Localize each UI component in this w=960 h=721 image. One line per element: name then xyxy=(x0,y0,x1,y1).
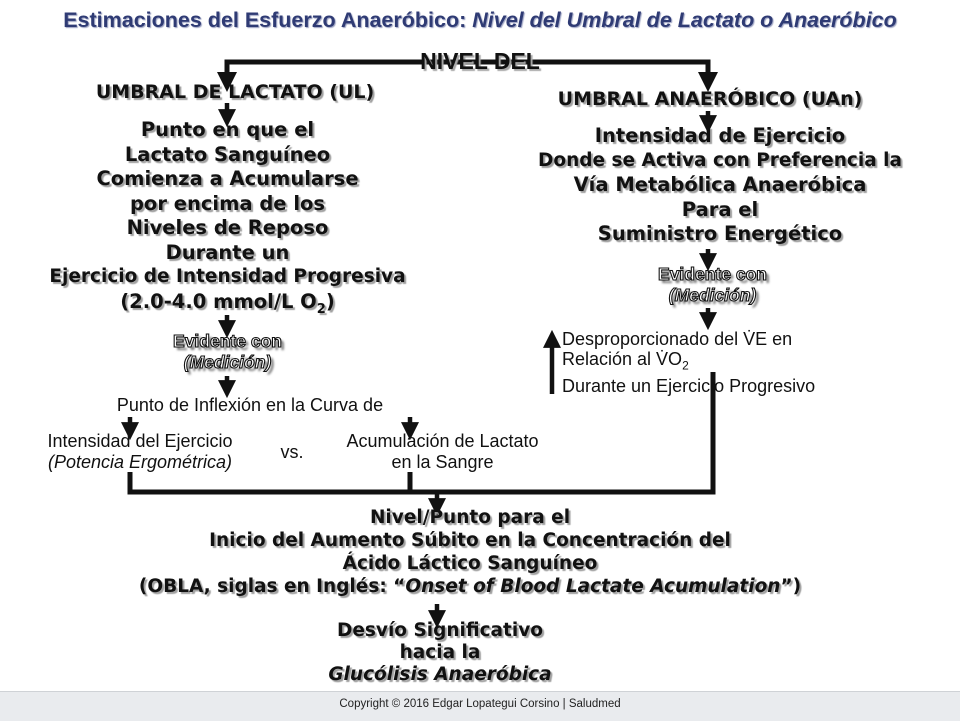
punto-inflexion-text: Punto de Inflexión en la Curva de xyxy=(116,395,384,415)
footer-bar xyxy=(0,691,960,721)
intensidad-ejercicio-text: Intensidad del Ejercicio xyxy=(47,431,233,451)
umbral-lactato-heading: UMBRAL DE LACTATO (UL) xyxy=(95,81,375,103)
lactato-definition-line: Lactato Sanguíneo xyxy=(124,142,331,166)
en-la-sangre-text: en la Sangre xyxy=(391,452,494,472)
obla-line: Inicio del Aumento Súbito en la Concentración del xyxy=(209,530,731,551)
anaerobico-definition-line: Vía Metabólica Anaeróbica xyxy=(573,173,867,196)
obla-english: Onset of Blood Lactate Acumulation xyxy=(405,576,781,597)
right-medicion: (Medición) xyxy=(668,285,757,305)
anaerobico-definition-line: Donde se Activa con Preferencia la xyxy=(538,149,902,171)
lactato-definition-line: por encima de los xyxy=(129,191,326,215)
left-medicion: (Medición) xyxy=(183,352,272,372)
vo2-subscript: 2 xyxy=(682,358,689,373)
desvio-block xyxy=(230,620,650,686)
anaerobico-definition xyxy=(485,124,955,247)
anaerobico-definition-line: Intensidad de Ejercicio xyxy=(594,124,846,147)
lactato-definition-line: Niveles de Reposo xyxy=(126,216,329,239)
umbral-anaerobico-heading: UMBRAL ANAERÓBICO (UAn) xyxy=(557,88,863,110)
left-evidente-con: Evidente con xyxy=(173,331,282,351)
lactato-definition-line: Ejercicio de Intensidad Progresiva xyxy=(49,266,406,287)
desvio-line: hacia la xyxy=(399,642,481,663)
range-suffix: ) xyxy=(325,289,335,313)
anaerobico-definition-line: Para el xyxy=(681,197,759,221)
copyright-text: Copyright © 2016 Edgar Lopategui Corsino | Saludmed xyxy=(339,698,621,710)
vs-label: vs. xyxy=(280,442,304,462)
nivel-del-label: NIVEL DEL xyxy=(420,48,540,74)
potencia-ergometrica-text: (Potencia Ergométrica) xyxy=(47,452,233,472)
obla-prefix: (OBLA, siglas en Inglés: “ xyxy=(138,576,406,597)
ve-line-2 xyxy=(562,349,942,376)
lactato-definition-line: Durante un xyxy=(165,240,290,264)
ve-line-1: Desproporcionado del V̇E en xyxy=(562,329,793,349)
obla-line: Ácido Láctico Sanguíneo xyxy=(342,553,598,574)
lactato-range xyxy=(10,290,445,322)
range-prefix: (2.0-4.0 mmol/L O xyxy=(120,289,317,313)
acumulacion-lactato-text: Acumulación de Lactato xyxy=(346,431,539,451)
page-title-main: Estimaciones del Esfuerzo Anaeróbico: xyxy=(63,8,473,32)
ve-description xyxy=(562,329,942,396)
obla-block xyxy=(0,506,940,598)
lactato-definition-line: Punto en que el xyxy=(140,118,315,141)
ve-line-3: Durante un Ejercicio Progresivo xyxy=(562,375,816,396)
right-evidente-con: Evidente con xyxy=(658,264,767,284)
obla-suffix: ”) xyxy=(780,576,802,597)
desvio-line: Desvío Significativo xyxy=(336,620,543,641)
lactato-definition xyxy=(10,118,445,322)
lactato-definition-line: Comienza a Acumularse xyxy=(96,167,359,190)
page-title-italic: Nivel del Umbral de Lactato o Anaeróbico xyxy=(472,8,897,32)
obla-acronym-line xyxy=(0,575,940,598)
range-subscript: 2 xyxy=(316,301,326,317)
glucolisis-line: Glucólisis Anaeróbica xyxy=(328,664,552,685)
obla-line: Nivel/Punto para el xyxy=(369,507,571,528)
vo2-prefix: Relación al V̇O xyxy=(562,349,683,369)
anaerobico-definition-line: Suministro Energético xyxy=(597,222,843,245)
